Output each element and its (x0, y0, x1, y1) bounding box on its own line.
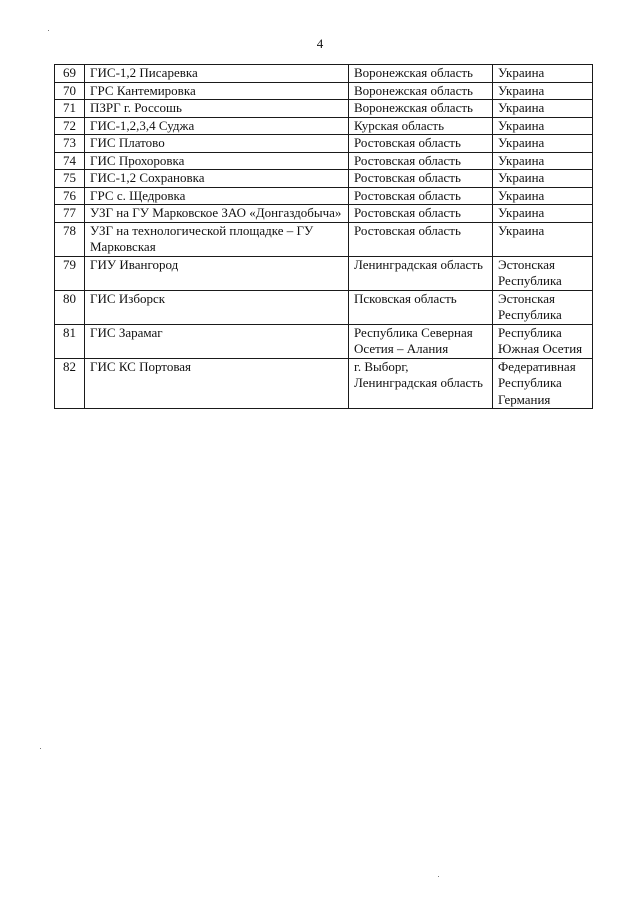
table-row (55, 324, 593, 358)
country: Эстонская Республика (493, 256, 593, 290)
region: Республика Северная Осетия – Алания (349, 324, 493, 358)
region: Ростовская область (349, 135, 493, 153)
object-name: УЗГ на ГУ Марковское ЗАО «Донгаздобыча» (85, 205, 349, 223)
region: Воронежская область (349, 65, 493, 83)
country: Украина (493, 187, 593, 205)
gas-stations-table (54, 64, 593, 409)
country: Федеративная Республика Германия (493, 358, 593, 409)
object-name: УЗГ на технологической площадке – ГУ Марковская (85, 222, 349, 256)
region: Псковская область (349, 290, 493, 324)
region: Ростовская область (349, 205, 493, 223)
row-number: 69 (55, 65, 85, 83)
table-row (55, 170, 593, 188)
country: Украина (493, 82, 593, 100)
row-number: 73 (55, 135, 85, 153)
object-name: ГИС КС Портовая (85, 358, 349, 409)
object-name: ГИС Прохоровка (85, 152, 349, 170)
object-name: ГИС Изборск (85, 290, 349, 324)
row-number: 71 (55, 100, 85, 118)
scan-speck (48, 30, 49, 31)
region: Ростовская область (349, 187, 493, 205)
region: Ленинградская область (349, 256, 493, 290)
region: Курская область (349, 117, 493, 135)
region: Ростовская область (349, 222, 493, 256)
country: Республика Южная Осетия (493, 324, 593, 358)
table-row (55, 290, 593, 324)
country: Украина (493, 100, 593, 118)
object-name: ГИС-1,2 Сохрановка (85, 170, 349, 188)
object-name: ГИС Платово (85, 135, 349, 153)
table-row (55, 205, 593, 223)
object-name: ГРС с. Щедровка (85, 187, 349, 205)
region: Воронежская область (349, 100, 493, 118)
table-row (55, 222, 593, 256)
row-number: 72 (55, 117, 85, 135)
table-row (55, 256, 593, 290)
table-row (55, 82, 593, 100)
table-row (55, 135, 593, 153)
object-name: ПЗРГ г. Россошь (85, 100, 349, 118)
region: Ростовская область (349, 170, 493, 188)
row-number: 78 (55, 222, 85, 256)
country: Украина (493, 152, 593, 170)
object-name: ГРС Кантемировка (85, 82, 349, 100)
region: Ростовская область (349, 152, 493, 170)
row-number: 80 (55, 290, 85, 324)
row-number: 77 (55, 205, 85, 223)
country: Украина (493, 170, 593, 188)
country: Украина (493, 205, 593, 223)
row-number: 79 (55, 256, 85, 290)
row-number: 70 (55, 82, 85, 100)
page-number: 4 (316, 36, 324, 51)
table-row (55, 117, 593, 135)
scan-speck (40, 748, 41, 749)
row-number: 82 (55, 358, 85, 409)
row-number: 74 (55, 152, 85, 170)
object-name: ГИС Зарамаг (85, 324, 349, 358)
table-row (55, 187, 593, 205)
country: Украина (493, 65, 593, 83)
table-row (55, 100, 593, 118)
region: Воронежская область (349, 82, 493, 100)
table-row (55, 65, 593, 83)
row-number: 75 (55, 170, 85, 188)
row-number: 76 (55, 187, 85, 205)
country: Украина (493, 135, 593, 153)
object-name: ГИС-1,2,3,4 Суджа (85, 117, 349, 135)
country: Украина (493, 117, 593, 135)
table-row (55, 358, 593, 409)
object-name: ГИС-1,2 Писаревка (85, 65, 349, 83)
region: г. Выборг, Ленинградская область (349, 358, 493, 409)
row-number: 81 (55, 324, 85, 358)
country: Украина (493, 222, 593, 256)
object-name: ГИУ Ивангород (85, 256, 349, 290)
table-row (55, 152, 593, 170)
scan-speck (438, 876, 439, 877)
country: Эстонская Республика (493, 290, 593, 324)
